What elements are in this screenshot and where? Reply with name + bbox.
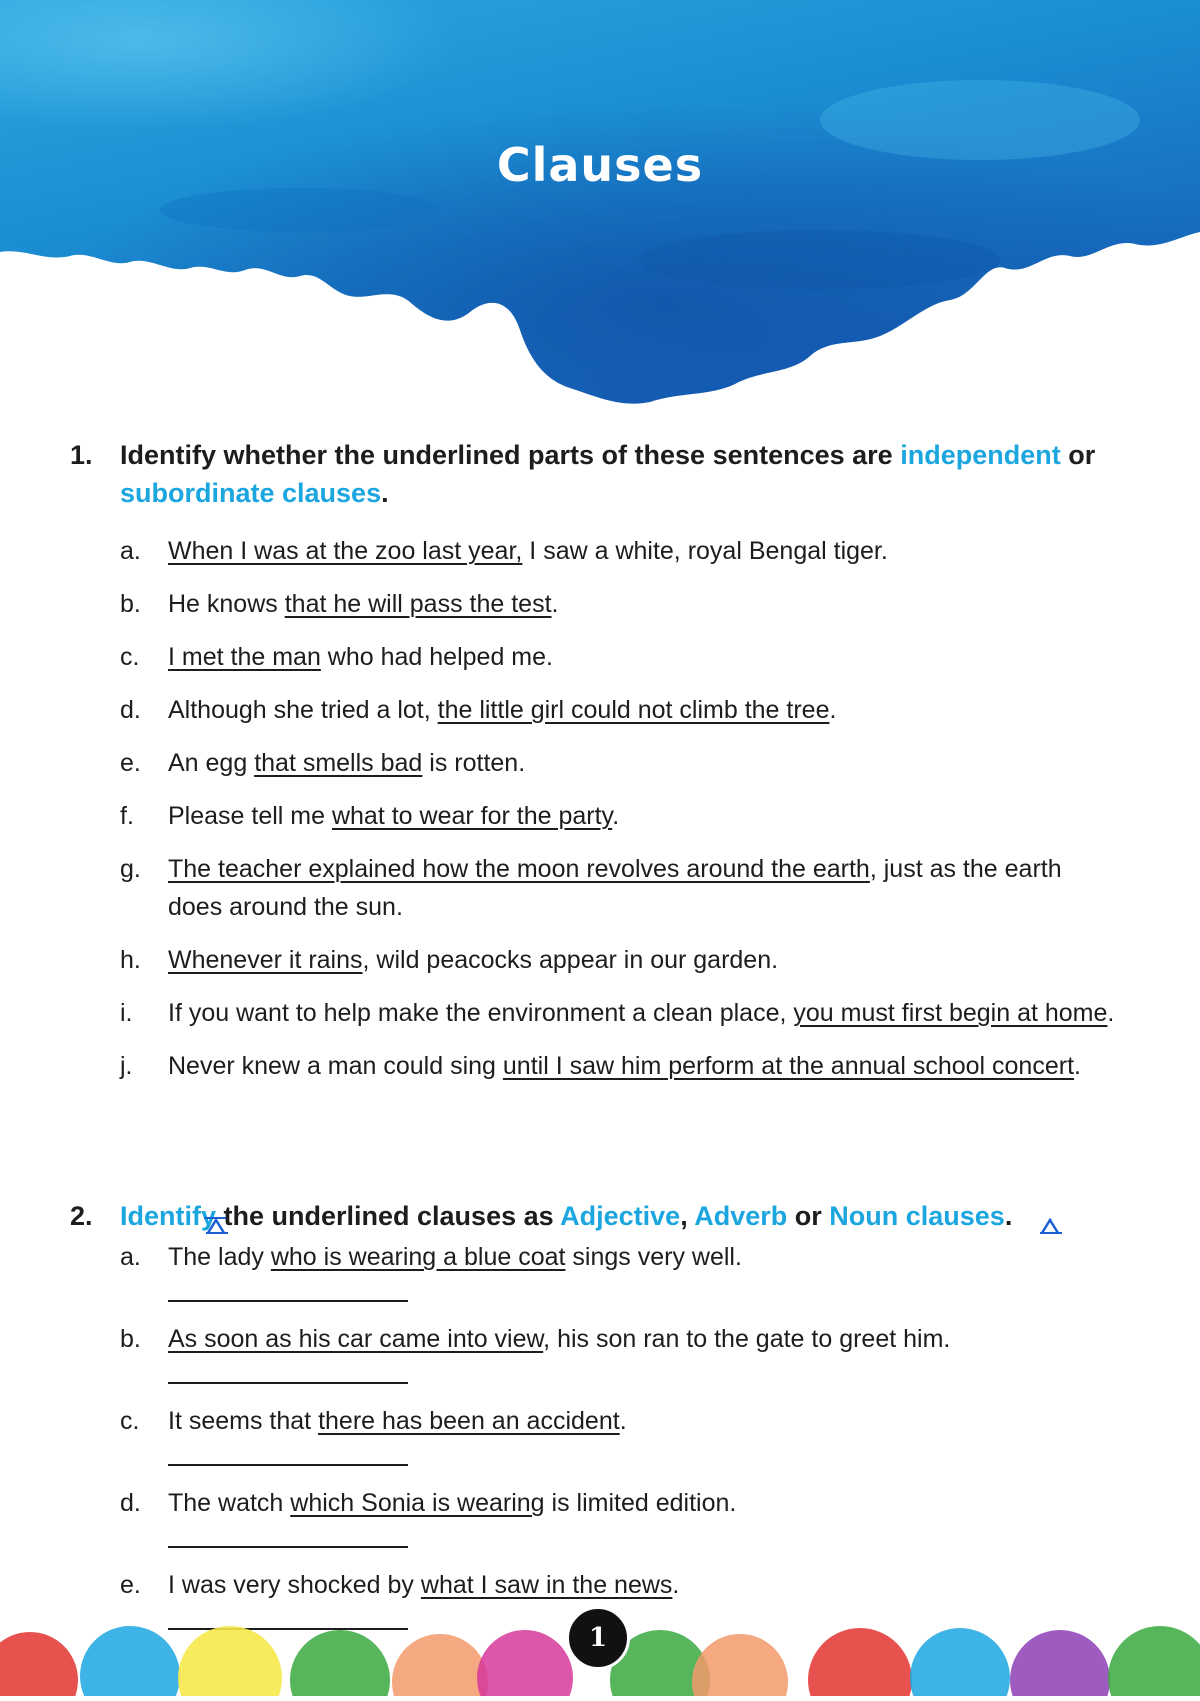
list-item: c. It seems that there has been an accident. xyxy=(120,1402,1120,1466)
question-2-list xyxy=(120,1238,1120,1648)
list-item: j. Never knew a man could sing until I saw him perform at the annual school concert. xyxy=(120,1052,1081,1080)
list-item: d. The watch which Sonia is wearing is limited edition. xyxy=(120,1484,1120,1548)
list-item: a. When I was at the zoo last year, I saw a white, royal Bengal tiger. xyxy=(120,537,888,565)
question-1-heading xyxy=(70,436,1130,512)
list-item: b. As soon as his car came into view, his son ran to the gate to greet him. xyxy=(120,1320,1120,1384)
page-number: 1 xyxy=(566,1606,630,1670)
list-item: h. Whenever it rains, wild peacocks appear in our garden. xyxy=(120,946,779,974)
list-item: b. He knows that he will pass the test. xyxy=(120,590,559,618)
list-item: e. An egg that smells bad is rotten. xyxy=(120,749,526,777)
question-1-list xyxy=(120,532,1120,1100)
keyword-subordinate-clauses: subordinate clauses xyxy=(120,478,382,508)
list-item: f. Please tell me what to wear for the party. xyxy=(120,802,620,830)
keyword-independent: independent xyxy=(900,440,1061,470)
question-2-text: Identify the underlined clauses as Adjective, Adverb or Noun clauses. xyxy=(120,1201,1013,1231)
answer-blank[interactable] xyxy=(168,1444,408,1466)
list-item: a. The lady who is wearing a blue coat sings very well. xyxy=(120,1238,1120,1302)
keyword-adverb: Adverb xyxy=(694,1201,788,1231)
answer-blank[interactable] xyxy=(168,1280,408,1302)
answer-blank[interactable] xyxy=(168,1362,408,1384)
answer-blank[interactable] xyxy=(168,1526,408,1548)
question-number: 2. xyxy=(70,1201,93,1231)
keyword-adjective: Adjective xyxy=(560,1201,681,1231)
list-item: e. I was very shocked by what I saw in the news. xyxy=(120,1566,1120,1630)
insert-caret-icon xyxy=(1038,1214,1064,1234)
list-item: g. The teacher explained how the moon revolves around the earth, just as the earth does around the sun. xyxy=(120,855,1062,921)
watercolor-background xyxy=(0,0,1200,410)
question-1-text: Identify whether the underlined parts of these sentences are independent or subordinate clauses. xyxy=(120,440,1096,508)
list-item: c. I met the man who had helped me. xyxy=(120,643,553,671)
list-item: d. Although she tried a lot, the little girl could not climb the tree. xyxy=(120,696,837,724)
keyword-noun-clauses: Noun clauses xyxy=(829,1201,1005,1231)
page-title: Clauses xyxy=(496,138,704,192)
question-number: 1. xyxy=(70,440,93,470)
watercolor-header xyxy=(0,0,1200,410)
insert-caret-icon xyxy=(204,1214,230,1234)
list-item: i. If you want to help make the environment a clean place, you must first begin at home. xyxy=(120,999,1115,1027)
keyword-identify: Identify xyxy=(120,1201,217,1231)
